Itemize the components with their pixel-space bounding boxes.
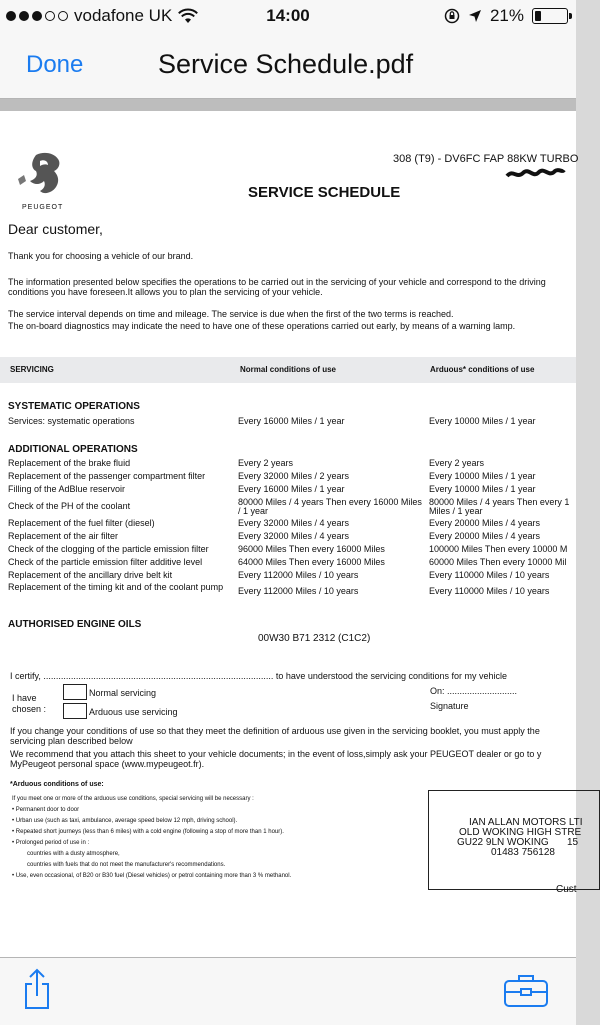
arduous-line: countries with fuels that do not meet the manufacturer's recommendations.: [27, 862, 226, 868]
vehicle-model: 308 (T9) - DV6FC FAP 88KW TURBO: [393, 153, 579, 165]
arduous-heading: *Arduous conditions of use:: [10, 781, 104, 788]
header-normal: Normal conditions of use: [240, 365, 337, 374]
date-field: On: ............................: [430, 686, 518, 696]
dealer-postcode-suffix: 15: [567, 837, 579, 848]
normal-servicing-checkbox[interactable]: [63, 684, 87, 700]
pdf-page[interactable]: PEUGEOT 308 (T9) - DV6FC FAP 88KW TURBO SERVICE SCHEDULE Dear customer, Thank you for choosing a vehicle of our brand. The information presented below specifies the operations to be carried out in the servicing of your vehicle and correspond to the driving conditions you have foreseen.It allows you to plan the servicing of your vehicle. The service interval depends on time and mileage. The service is due when the first of the two terms is reached. The on-board diagnostics may indicate the need to have one of these operations carried out early, by means of a warning lamp. SERVICING Normal conditions of use Arduous* conditions of use SYSTEMATIC OPERATIONS Services: systematic operations Every 16000 Miles / 1 year Every 10000 Miles / 1 year ADDITIONAL OPERATIONS Replacement of the brake fluid Every 2 years Every 2 years Replacement of the passenger compartment filter Every 32000 Miles / 2 years Every 10000 Miles / 1 year Filling of the AdBlue reservoir Every 16000 Miles / 1 year Every 10000 Miles / 1 year Check of the PH of the coolant 80000 Miles / 4 years Then every 16000 Miles / 1 year 80000 Miles / 4 years Then every 1 Miles / 1 year Replacement of the fuel filter (diesel) Every 32000 Miles / 4 years Every 20000 Miles / 4 years Replacement of the air filter Every 32000 Miles / 4 years Every 20000 Miles / 4 years Check of the clogging of the particle emission filter 96000 Miles Then every 16000 Miles 100000 Miles Then every 10000 M Check of the particle emission filter additive level 64000 Miles Then every 16000 Miles 60000 Miles Then every 10000 Mil Replacement of the ancillary drive belt kit Every 112000 Miles / 10 years Every 110000 Miles / 10 years Replacement of the timing kit and of the coolant pump Every 112000 Miles / 10 years Every 110000 Miles / 10 years AUTHORISED ENGINE OILS 00W30 B71 2312 (C1C2) I certify, ............................................................................................ to have understood the servicing conditions for my vehicle On: ............................ Signature I have chosen : Normal servicing Arduous use servicing If you change your conditions of use so that they meet the definition of arduous use given in the servicing booklet, you must apply the servicing plan described below We recommend that you attach this sheet to your vehicle documents; in the event of loss,simply ask your PEUGEOT dealer or go to y MyPeugeot personal space (www.mypeugeot.fr). *Arduous conditions of use: If you meet one or more of the arduous use conditions, special servicing will be necessary : • Permanent door to door • Urban use (such as taxi, ambulance, average speed below 12 mph, driving school). • Repeated short journeys (less than 6 miles) with a cold engine (following a stop of more than 1 hour). • Prolonged period of use in : countries with a dusty atmosphere, countries with fuels that do not meet the manufacturer's recommendations. • Use, even occasional, of B20 or B30 fuel (Diesel vehicles) or petrol containing more than 3 % methanol. IAN ALLAN MOTORS LTI OLD WOKING HIGH STRE GU22 9LN WOKING 15 01483 756128 Cust: [0, 111, 576, 957]
thanks-text: Thank you for choosing a vehicle of our brand.: [8, 251, 194, 261]
arduous-line: • Permanent door to door: [12, 807, 80, 813]
briefcase-icon[interactable]: [503, 972, 549, 1008]
interval-line-2: The on-board diagnostics may indicate the need to have one of these operations carried out early, by means of a warning lamp.: [8, 321, 516, 331]
arduous-line: • Repeated short journeys (less than 6 miles) with a cold engine (following a stop of more than 1 hour).: [12, 829, 284, 835]
arduous-line: • Urban use (such as taxi, ambulance, average speed below 12 mph, driving school).: [12, 818, 238, 824]
table-header: [0, 357, 576, 383]
interval-line-1: The service interval depends on time and mileage. The service is due when the first of the two terms is reached.: [8, 309, 454, 319]
clock: 14:00: [266, 6, 310, 25]
recommend-line-1: We recommend that you attach this sheet to your vehicle documents; in the event of loss,simply ask your PEUGEOT dealer or go to y: [10, 749, 542, 759]
brand-name: PEUGEOT: [22, 204, 64, 211]
dealer-phone: 01483 756128: [491, 847, 555, 858]
arduous-servicing-label: Arduous use servicing: [89, 707, 178, 717]
carrier-name: vodafone UK: [74, 6, 173, 25]
change-line-1: If you change your conditions of use so that they meet the definition of arduous use given in the servicing booklet, you must apply the: [10, 726, 540, 736]
info-line-1: The information presented below specifies the operations to be carried out in the servicing of your vehicle and correspond to the driving: [8, 277, 546, 287]
additional-heading: ADDITIONAL OPERATIONS: [8, 444, 138, 455]
change-line-2: servicing plan described below: [10, 736, 133, 746]
rotation-lock-icon: [444, 8, 460, 24]
recommend-line-2: MyPeugeot personal space (www.mypeugeot.fr).: [10, 759, 205, 769]
dealer-street: OLD WOKING HIGH STRE: [459, 827, 582, 838]
bottom-toolbar: [0, 957, 576, 1025]
battery-icon: [532, 8, 568, 24]
peugeot-lion-logo: [14, 149, 76, 211]
header-arduous: Arduous* conditions of use: [430, 365, 535, 374]
nav-bar: [0, 34, 576, 99]
info-line-2: conditions you have foreseen.It allows you to plan the servicing of your vehicle.: [8, 287, 323, 297]
customer-label: Cust: [556, 884, 577, 895]
dealer-name: IAN ALLAN MOTORS LTI: [469, 817, 583, 828]
arduous-line: countries with a dusty atmosphere,: [27, 851, 120, 857]
share-icon[interactable]: [22, 968, 52, 1010]
status-right: [444, 6, 568, 26]
dealer-stamp: [428, 790, 600, 890]
done-button[interactable]: Done: [26, 51, 84, 78]
document-title: Service Schedule.pdf: [158, 49, 414, 79]
have-chosen-label: I have chosen :: [12, 693, 47, 714]
header-servicing: SERVICING: [10, 365, 54, 374]
redaction-scribble: [505, 167, 565, 181]
normal-servicing-label: Normal servicing: [89, 688, 157, 698]
oils-heading: AUTHORISED ENGINE OILS: [8, 619, 142, 630]
viewer-margin: [0, 99, 576, 111]
arduous-line: If you meet one or more of the arduous use conditions, special servicing will be necessary :: [12, 796, 254, 802]
arduous-line: • Prolonged period of use in :: [12, 840, 90, 846]
oils-value: 00W30 B71 2312 (C1C2): [258, 633, 371, 644]
arduous-servicing-checkbox[interactable]: [63, 703, 87, 719]
greeting: Dear customer,: [8, 221, 103, 237]
dealer-postcode: GU22 9LN WOKING: [457, 837, 549, 848]
battery-percent: 21%: [489, 6, 524, 25]
arduous-line: • Use, even occasional, of B20 or B30 fuel (Diesel vehicles) or petrol containing more than 3 % methanol.: [12, 873, 292, 879]
signature-label: Signature: [430, 701, 469, 711]
schedule-title: SERVICE SCHEDULE: [248, 184, 401, 201]
location-arrow-icon: [468, 9, 482, 23]
systematic-heading: SYSTEMATIC OPERATIONS: [8, 401, 140, 412]
certify-line: I certify, ............................................................................................ to have understood the servicing conditions for my vehicle: [10, 671, 508, 681]
status-bar: [0, 0, 576, 34]
